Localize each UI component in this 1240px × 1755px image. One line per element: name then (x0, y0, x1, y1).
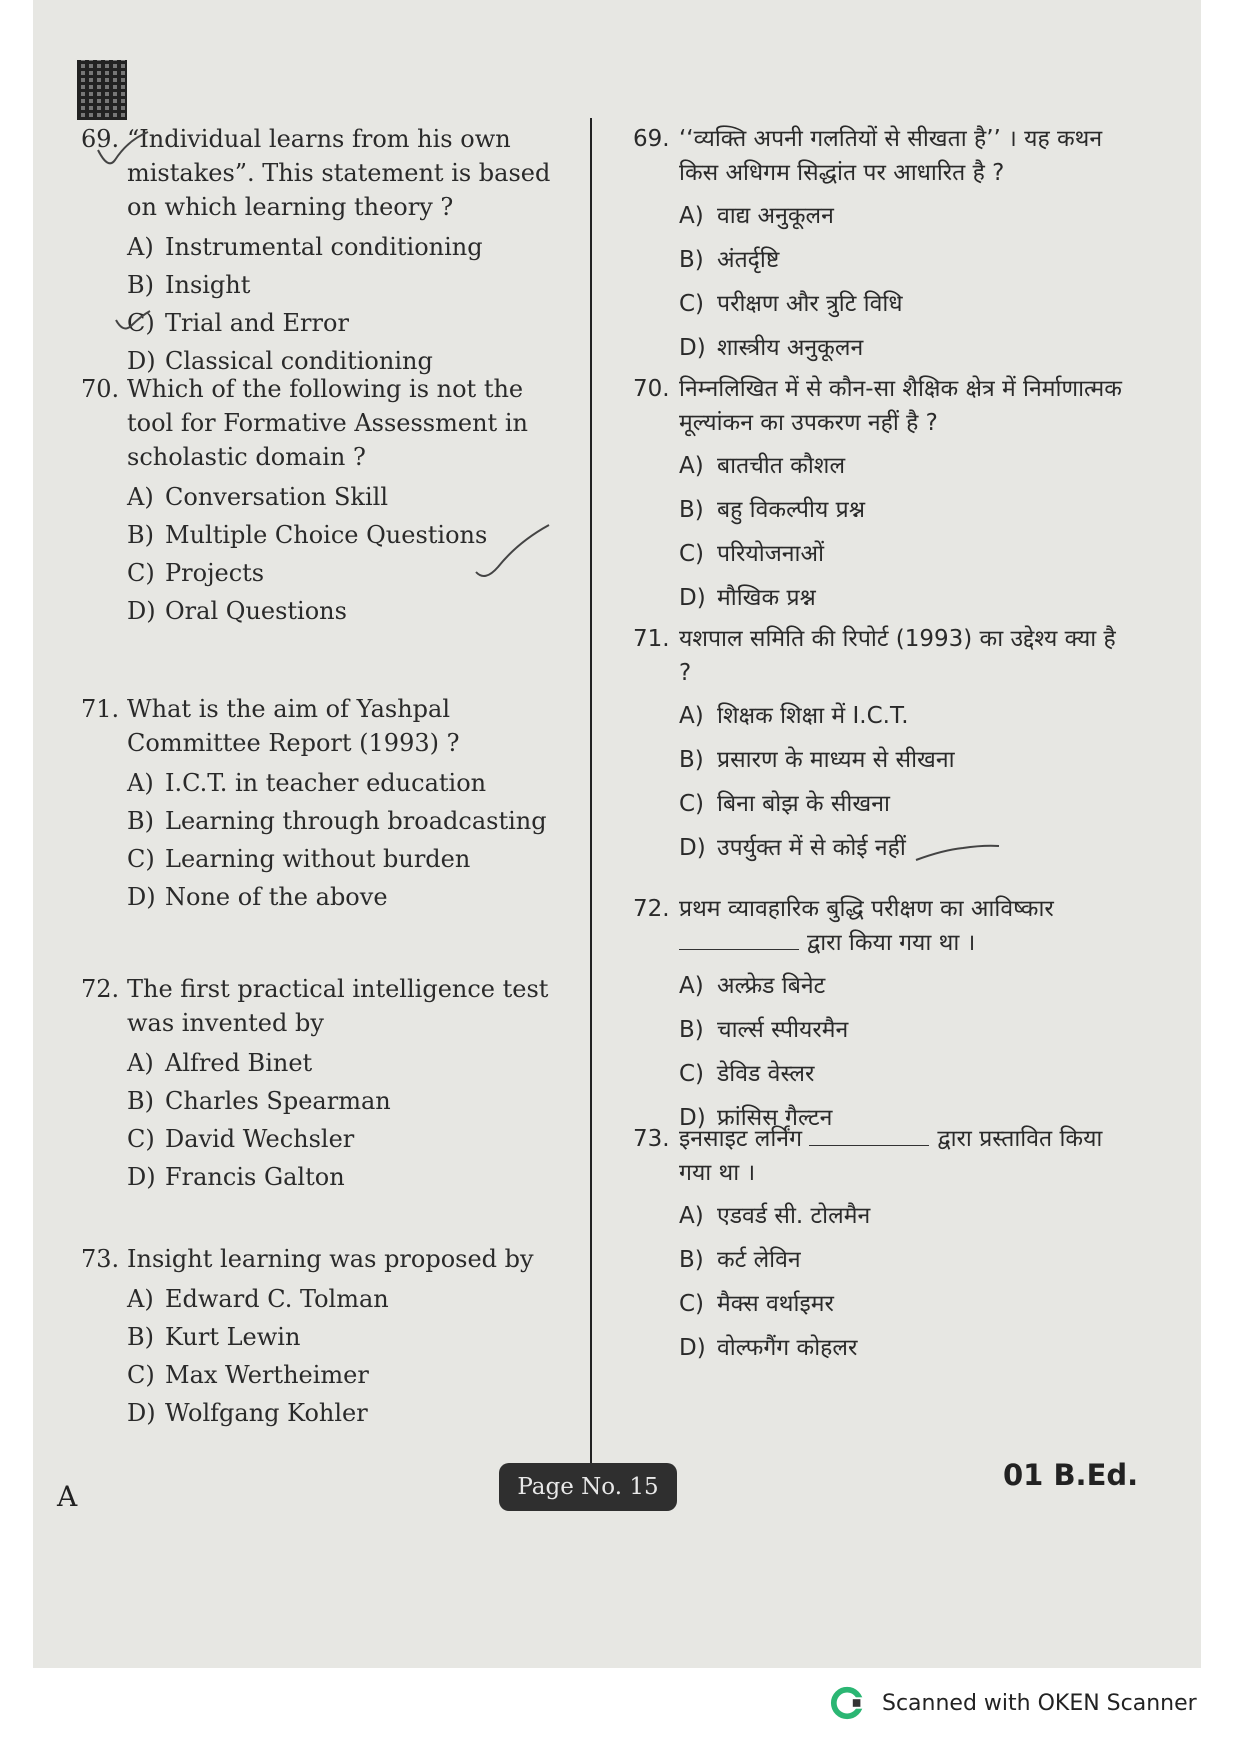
options-list (127, 764, 571, 916)
set-label: A (57, 1480, 78, 1513)
option-a: A) Alfred Binet (127, 1049, 313, 1077)
option-b: B) Kurt Lewin (127, 1323, 301, 1351)
option-c: C) बिना बोझ के सीखना (679, 791, 890, 817)
question-text: The first practical intelligence test was invented by (127, 975, 549, 1037)
options-list (679, 964, 1123, 1140)
option-d: D) None of the above (127, 883, 388, 911)
scanned-page (33, 0, 1201, 1668)
question-73-en (81, 1242, 571, 1432)
option-c: C) David Wechsler (127, 1125, 355, 1153)
option-c: C) डेविड वेस्लर (679, 1061, 815, 1087)
question-73-hi (633, 1122, 1123, 1370)
option-c: C) Projects (127, 559, 265, 587)
question-text-before: प्रथम व्यावहारिक बुद्धि परीक्षण का आविष्कार (679, 896, 1054, 922)
option-b: B) अंतर्दृष्टि (679, 247, 780, 273)
option-b: B) प्रसारण के माध्यम से सीखना (679, 747, 955, 773)
question-72-en (81, 972, 571, 1196)
question-text-after: द्वारा किया गया था । (807, 930, 976, 956)
option-d: D) मौखिक प्रश्न (679, 585, 816, 611)
option-b: B) बहु विकल्पीय प्रश्न (679, 497, 865, 523)
question-text: Insight learning was proposed by (127, 1245, 534, 1273)
option-c: C) Trial and Error (127, 309, 349, 337)
option-c: C) परियोजनाओं (679, 541, 825, 567)
option-d: D) Classical conditioning (127, 347, 433, 375)
qr-code-icon (77, 60, 127, 120)
oken-scanner-logo-icon (830, 1684, 868, 1722)
question-text: निम्नलिखित में से कौन-सा शैक्षिक क्षेत्र में निर्माणात्मक मूल्यांकन का उपकरण नहीं है ? (679, 376, 1122, 436)
question-text: What is the aim of Yashpal Committee Report (1993) ? (127, 695, 460, 757)
course-code: 01 B.Ed. (1003, 1458, 1139, 1492)
options-list (679, 694, 1123, 870)
question-text: Which of the following is not the tool for Formative Assessment in scholastic domain ? (127, 375, 528, 471)
question-number: 69. (633, 126, 670, 152)
option-a: A) Conversation Skill (127, 483, 388, 511)
column-divider (590, 118, 592, 1478)
question-number: 72. (81, 975, 120, 1003)
question-71-en (81, 692, 571, 916)
question-71-hi (633, 622, 1123, 870)
answer-blank (679, 949, 799, 950)
scanner-watermark (830, 1683, 1197, 1723)
option-a: A) Instrumental conditioning (127, 233, 483, 261)
question-text: “Individual learns from his own mistakes”. This statement is based on which learning theory ? (127, 125, 551, 221)
question-number: 69. (81, 125, 120, 153)
option-a: A) एडवर्ड सी. टोलमैन (679, 1203, 871, 1229)
question-72-hi (633, 892, 1123, 1140)
option-b: B) Insight (127, 271, 251, 299)
question-text-after: द्वारा प्रस्तावित किया गया था । (679, 1126, 1103, 1186)
question-number: 73. (81, 1245, 120, 1273)
options-list (679, 444, 1123, 620)
options-list (127, 1280, 571, 1432)
options-list (127, 478, 571, 630)
option-d: D) फ्रांसिस गैल्टन (679, 1105, 833, 1131)
option-c: C) मैक्स वर्थाइमर (679, 1291, 834, 1317)
option-d: D) वोल्फगैंग कोहलर (679, 1335, 858, 1361)
option-d: D) Oral Questions (127, 597, 347, 625)
question-69-hi (633, 122, 1123, 370)
question-number: 70. (81, 375, 120, 403)
option-b: B) चार्ल्स स्पीयरमैन (679, 1017, 849, 1043)
question-text: यशपाल समिति की रिपोर्ट (1993) का उद्देश्य क्या है ? (679, 626, 1116, 686)
option-b: B) Charles Spearman (127, 1087, 391, 1115)
options-list (127, 228, 571, 380)
question-number: 73. (633, 1126, 670, 1152)
question-70-en (81, 372, 571, 630)
option-d: D) Wolfgang Kohler (127, 1399, 368, 1427)
option-d: D) उपर्युक्त में से कोई नहीं (679, 835, 906, 861)
options-list (679, 1194, 1123, 1370)
page-number-badge: Page No. 15 (499, 1463, 677, 1511)
option-a: A) वाद्य अनुकूलन (679, 203, 834, 229)
option-b: B) कर्ट लेविन (679, 1247, 801, 1273)
answer-blank (809, 1145, 929, 1146)
question-number: 71. (81, 695, 120, 723)
option-a: A) बातचीत कौशल (679, 453, 846, 479)
question-70-hi (633, 372, 1123, 620)
options-list (679, 194, 1123, 370)
question-number: 71. (633, 626, 670, 652)
option-d: D) शास्त्रीय अनुकूलन (679, 335, 864, 361)
question-69-en (81, 122, 571, 380)
scanner-label: Scanned with OKEN Scanner (882, 1690, 1197, 1716)
options-list (127, 1044, 571, 1196)
option-d: D) Francis Galton (127, 1163, 345, 1191)
question-text: ‘‘व्यक्ति अपनी गलतियों से सीखता है’’ । यह कथन किस अधिगम सिद्धांत पर आधारित है ? (679, 126, 1103, 186)
option-c: C) Max Wertheimer (127, 1361, 369, 1389)
question-number: 72. (633, 896, 670, 922)
option-a: A) शिक्षक शिक्षा में I.C.T. (679, 703, 909, 729)
option-b: B) Multiple Choice Questions (127, 521, 488, 549)
option-a: A) अल्फ्रेड बिनेट (679, 973, 826, 999)
option-a: A) I.C.T. in teacher education (127, 769, 487, 797)
question-number: 70. (633, 376, 670, 402)
option-b: B) Learning through broadcasting (127, 807, 547, 835)
option-c: C) परीक्षण और त्रुटि विधि (679, 291, 903, 317)
question-text-before: इनसाइट लर्निंग (679, 1126, 803, 1152)
option-a: A) Edward C. Tolman (127, 1285, 389, 1313)
option-c: C) Learning without burden (127, 845, 471, 873)
